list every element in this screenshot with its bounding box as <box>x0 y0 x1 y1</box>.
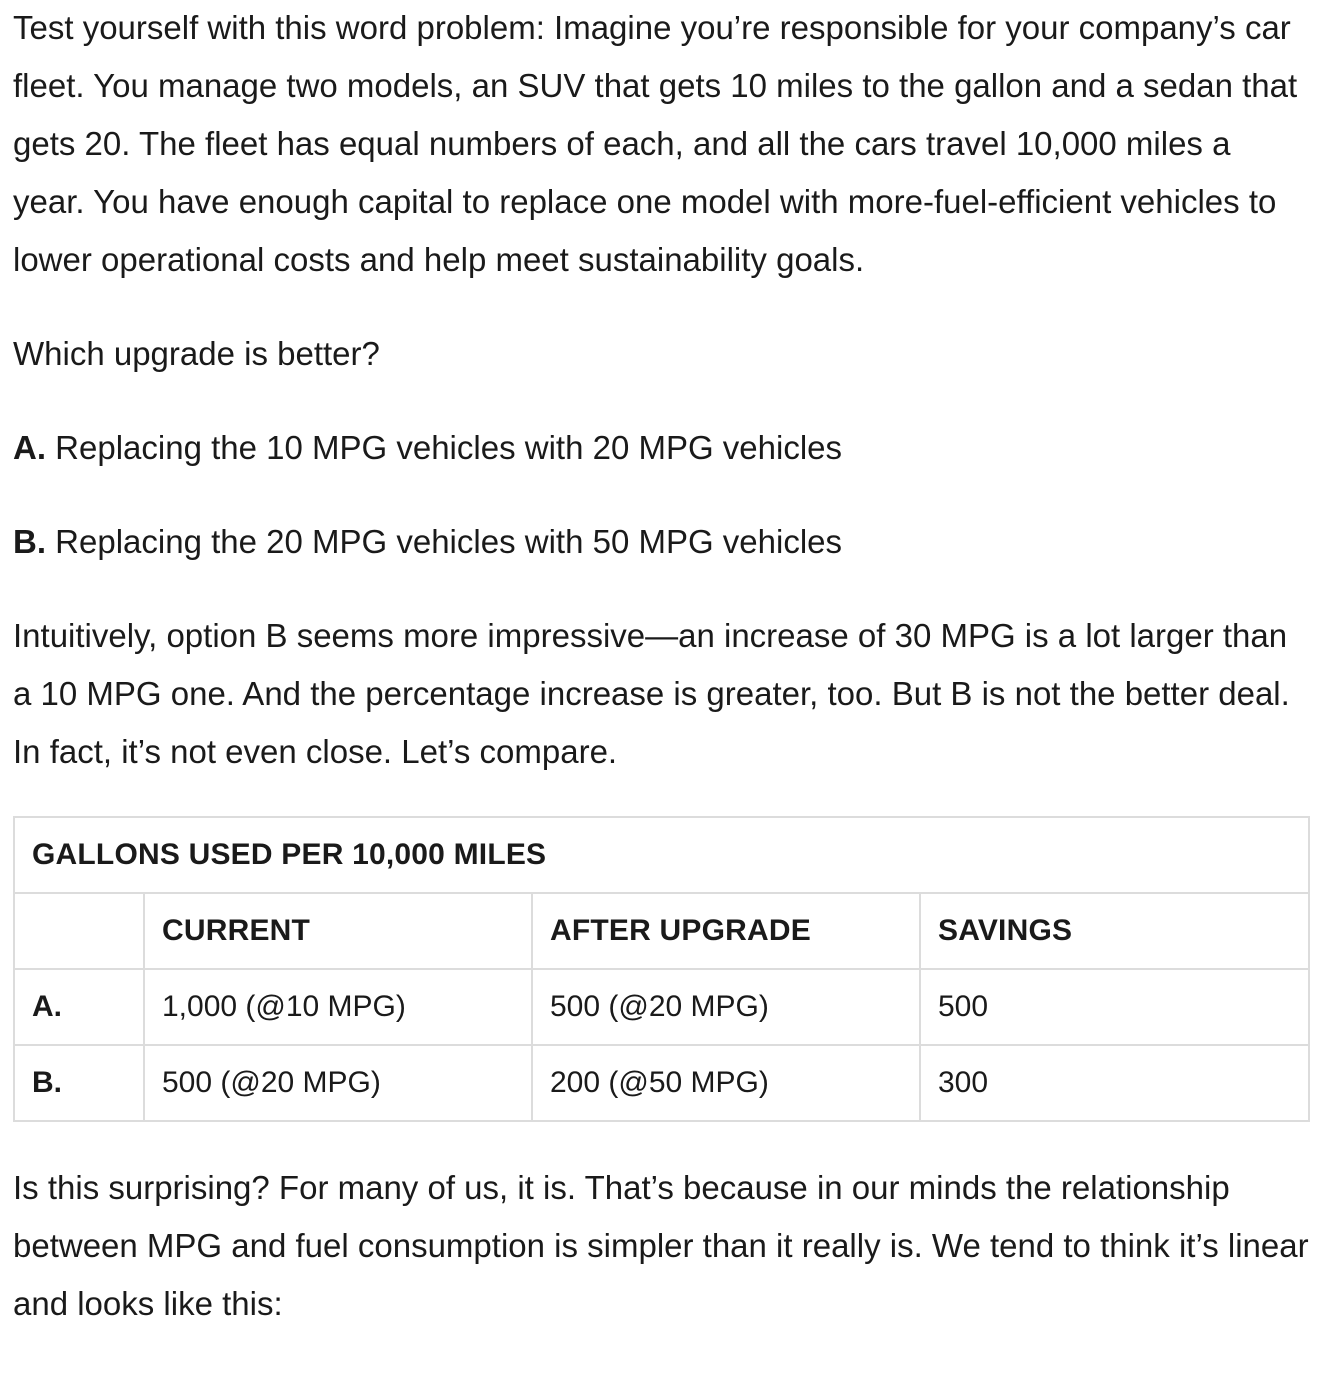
table-header-row <box>14 893 1309 969</box>
row-b-current: 500 (@20 MPG) <box>144 1045 532 1121</box>
intro-paragraph: Test yourself with this word problem: Imagine you’re responsible for your company’s car fleet. You manage two models, an SUV that gets 10 miles to the gallon and a sedan that gets 20. The fleet has equal numbers of each, and all the cars travel 10,000 miles a year. You have enough capital to replace one model with more-fuel-efficient vehicles to lower operational costs and help meet sustainability goals. <box>13 9 1298 278</box>
table-title: GALLONS USED PER 10,000 MILES <box>14 817 1309 893</box>
row-b-after: 200 (@50 MPG) <box>532 1045 920 1121</box>
row-b-savings: 300 <box>920 1045 1309 1121</box>
header-after-upgrade: AFTER UPGRADE <box>532 893 920 969</box>
header-savings: SAVINGS <box>920 893 1309 969</box>
gallons-table <box>13 816 1310 1122</box>
option-a-key: A. <box>13 429 46 466</box>
header-current: CURRENT <box>144 893 532 969</box>
row-b-label: B. <box>14 1045 144 1121</box>
row-a-label: A. <box>14 969 144 1045</box>
option-b-key: B. <box>13 523 46 560</box>
table-row <box>14 1045 1309 1121</box>
row-a-after: 500 (@20 MPG) <box>532 969 920 1045</box>
header-label <box>14 893 144 969</box>
option-b-text: Replacing the 20 MPG vehicles with 50 MPG vehicles <box>46 523 843 560</box>
option-a-text: Replacing the 10 MPG vehicles with 20 MPG vehicles <box>46 429 843 466</box>
intuition-paragraph: Intuitively, option B seems more impressive—an increase of 30 MPG is a lot larger than a 10 MPG one. And the percentage increase is greater, too. But B is not the better deal. In fact, it’s not even close. Let’s compare. <box>13 617 1290 770</box>
table-row <box>14 969 1309 1045</box>
table-title-row <box>14 817 1309 893</box>
option-b-paragraph <box>13 513 1311 571</box>
question-paragraph: Which upgrade is better? <box>13 335 380 372</box>
after-table-paragraph: Is this surprising? For many of us, it is. That’s because in our minds the relationship between MPG and fuel consumption is simpler than it really is. We tend to think it’s linear and looks like this: <box>13 1169 1309 1322</box>
row-a-current: 1,000 (@10 MPG) <box>144 969 532 1045</box>
option-a-paragraph <box>13 419 1311 477</box>
row-a-savings: 500 <box>920 969 1309 1045</box>
